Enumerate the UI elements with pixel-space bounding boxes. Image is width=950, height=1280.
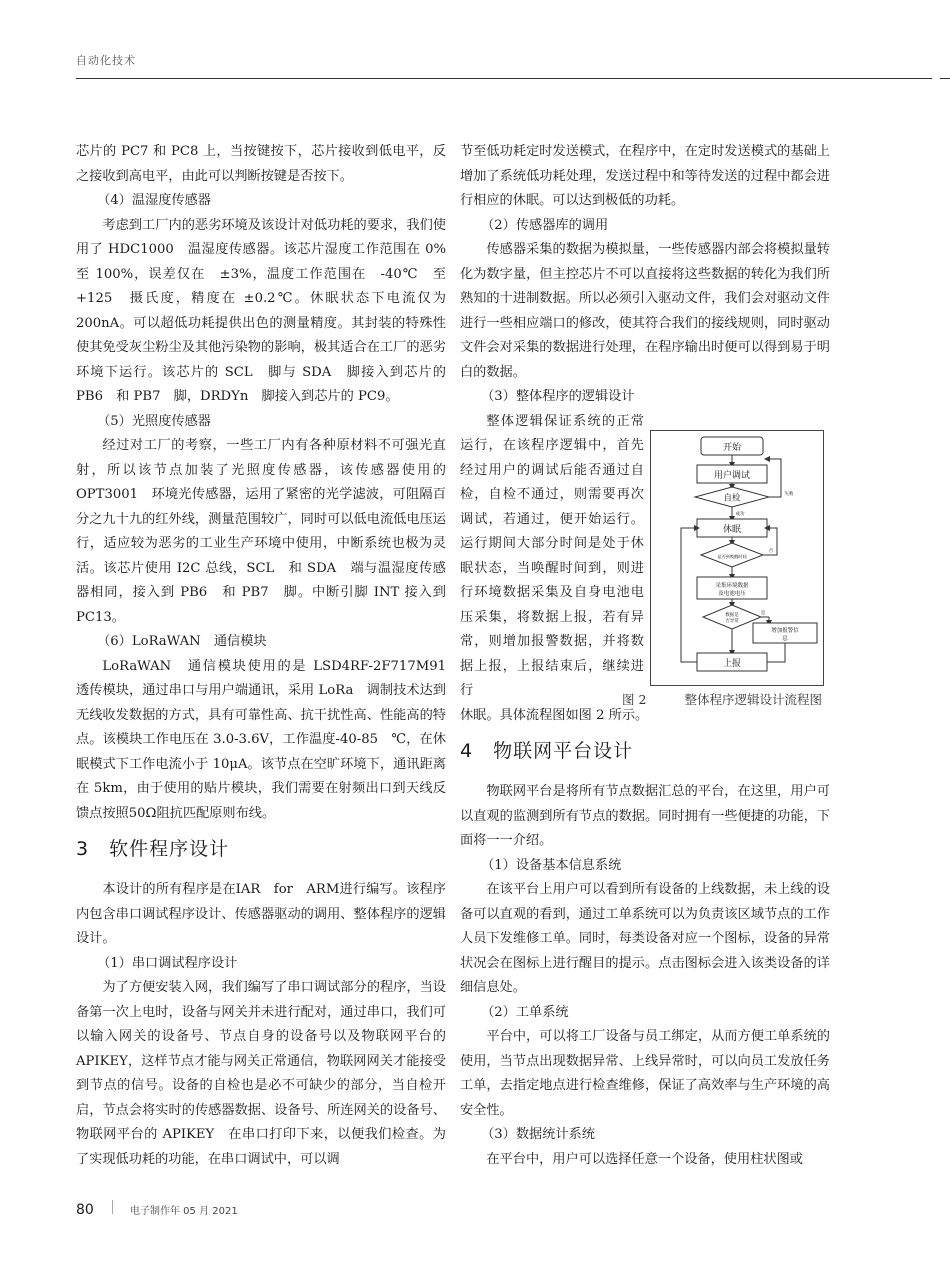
flow-collect-label-1: 采集环境数据 [715,583,749,589]
footer-separator [112,1200,113,1214]
edge-no-label: 否 [768,549,774,554]
header-rule [76,78,932,79]
paragraph: 休眠。具体流程图如图 2 所示。 [460,707,649,723]
paragraph: 物联网平台是将所有节点数据汇总的平台，在这里，用户可以直观的监测到所有节点的数据。同时拥有一些便捷的功能，下面将一一介绍。 [460,784,830,848]
flow-debug-label: 用户调试 [713,471,751,481]
edge-fail-label: 失败 [784,492,794,497]
flow-report-label: 上报 [722,659,742,669]
flow-selfcheck-label: 自检 [723,493,741,504]
section-heading: 4 物联网平台设计 [460,740,634,762]
paragraph: 节至低功耗定时发送模式，在程序中，在定时发送模式的基础上增加了系统低功耗处理，发送过程中和等待发送的过程中都会进行相应的休眠。可以达到极低的功耗。 [460,144,830,208]
page-number: 80 [76,1202,94,1218]
edge-pass-label: 成功 [735,512,745,517]
paragraph: 经过对工厂的考察，一些工厂内有各种原材料不可强光直射，所以该节点加装了光照度传感器，该传感器使用的 OPT3001 环境光传感器，运用了紧密的光学滤波，可阻隔百分之九十九的红外线，测量范围较广，同时可以低电流低电压运行，适应较为恶劣的工业生产环境中使用，中断系统也极为灵活。该芯片使用 I2C 总线，SCL 和 SDA 端与温湿度传感器相同，接入到 PB6 和 PB7 脚。中断引脚 INT 接入到 PC13。 [76,438,446,625]
subsection-heading: （2）传感器库的调用 [481,217,609,233]
subsection-heading: （5）光照度传感器 [97,413,211,429]
subsection-heading: （3）整体程序的逻辑设计 [481,389,635,404]
figure-2-flowchart [650,430,824,686]
flow-alarm-label-1: 增加报警信 [771,628,799,634]
subsection-heading: （1）设备基本信息系统 [481,857,622,873]
edge-yes-label: 是 [760,611,766,616]
flow-anomaly-label-1: 数据是 [725,613,739,618]
figure-2-caption [622,690,822,708]
figure-caption-number: 图 2 [622,692,647,707]
header-rule-tick [940,78,950,79]
flow-collect-label-2: 及电池电压 [718,591,746,597]
paragraph: 平台中，可以将工厂设备与员工绑定，从而方便工单系统的使用，当节点出现数据异常、上线异常时，可以向员工发放任务工单，去指定地点进行检查维修，保证了高效率与生产环境的高安全性。 [460,1029,830,1118]
paragraph: 传感器采集的数据为模拟量，一些传感器内部会将模拟量转化为数字量，但主控芯片不可以直接将这些数据的转化为我们所熟知的十进制数据。所以必须引入驱动文件，我们会对驱动文件进行一些相应端口的修改，使其符合我们的接线规则，同时驱动文件会对采集的数据进行处理，在程序输出时便可以得到易于明白的数据。 [460,242,830,380]
section-heading: 3 软件程序设计 [76,838,230,860]
paragraph: 为了方便安装入网，我们编写了串口调试部分的程序，当设备第一次上电时，设备与网关并未进行配对，通过串口，我们可以输入网关的设备号、节点自身的设备号以及物联网平台的 APIKEY，这样节点才能与网关正常通信，物联网网关才能接受到节点的信号。设备的自检也是必不可缺少的部分，当自检开启，节点会将实时的传感器数据、设备号、所连网关的设备号、物联网平台的 APIKEY 在串口打印下来，以便我们检查。为了实现低功耗的功能，在串口调试中，可以调 [76,980,446,1167]
flow-sleep-label: 休眠 [722,525,742,535]
subsection-heading: （2）工单系统 [481,1004,569,1020]
subsection-heading: （1）串口调试程序设计 [97,955,238,971]
paragraph: 考虑到工厂内的恶劣环境及该设计对低功耗的要求，我们使用了 HDC1000 温湿度传感器。该芯片湿度工作范围在 0% 至 100%，误差仅在 ±3%，温度工作范围在 -40℃ 至 +125 摄氏度，精度在 ±0.2℃。休眠状态下电流仅为 200nA。可以超低功耗提供出色的测量精度。其封装的特殊性使其免受灰尘粉尘及其他污染物的影响，极其适合在工厂的恶劣环境下运行。该芯片的 SCL 脚与 SDA 脚接入到芯片的 PB6 和 PB7 脚，DRDYn 脚接入到芯片的 PC9。 [76,217,460,404]
subsection-heading: （3）数据统计系统 [481,1127,595,1142]
paragraph: 在平台中，用户可以选择任意一个设备，使用柱状图或 [486,1151,803,1167]
flow-anomaly-label-2: 否异常 [725,619,739,624]
narrow-paragraph: 整体逻辑保证系统的正常运行，在该程序逻辑中，首先经过用户的调试后能否通过自检，自检不通过，则需要再次调试，若通过，便开始运行。运行期间大部分时间是处于休眠状态，当唤醒时间到，则进行环境数据采集及自身电池电压采集，将数据上报，若有异常，则增加报警数据，并将数据上报，上报结束后，继续进行 [460,413,644,698]
left-column [76,140,460,1172]
paragraph: 在该平台上用户可以看到所有设备的上线数据，未上线的设备可以直观的看到，通过工单系统可以为负责该区域节点的工作人员下发维修工单。同时，每类设备对应一个图标，设备的异常状况会在图标上进行醒目的提示。点击图标会进入该类设备的详细信息处。 [460,882,830,995]
flow-alarm-label-2: 息 [782,636,788,642]
flow-start-label: 开始 [722,443,742,453]
paragraph: 芯片的 PC7 和 PC8 上，当按键按下，芯片接收到低电平，反之接收到高电平，由此可以判断按键是否按下。 [76,144,446,184]
flow-wake-label: 是否到唤醒时间 [717,554,747,559]
page-header-section: 自动化技术 [76,54,136,67]
paragraph: LoRaWAN 通信模块使用的是 LSD4RF-2F717M91 透传模块，通过串口与用户端通讯，采用 LoRa 调制技术达到无线收发数据的方式，具有可靠性高、抗干扰性高、性能高的特点。该模块工作电压在 3.0-3.6V，工作温度-40-85 ℃，在休眠模式下工作电流小于 10μA。该节点在空旷环境下，通讯距离在 5km，由于使用的贴片模块，我们需要在射频出口到天线反馈点按照50Ω阻抗匹配原则布线。 [76,658,460,821]
figure-caption-text: 整体程序逻辑设计流程图 [684,692,822,707]
subsection-heading: （6）LoRaWAN 通信模块 [97,634,267,649]
footer-journal-issue: 电子制作年 05 月 2021 [130,1206,238,1217]
subsection-heading: （4）温湿度传感器 [97,193,211,208]
paragraph: 本设计的所有程序是在IAR for ARM进行编写。该程序内包含串口调试程序设计、传感器驱动的调用、整体程序的逻辑设计。 [76,882,446,946]
